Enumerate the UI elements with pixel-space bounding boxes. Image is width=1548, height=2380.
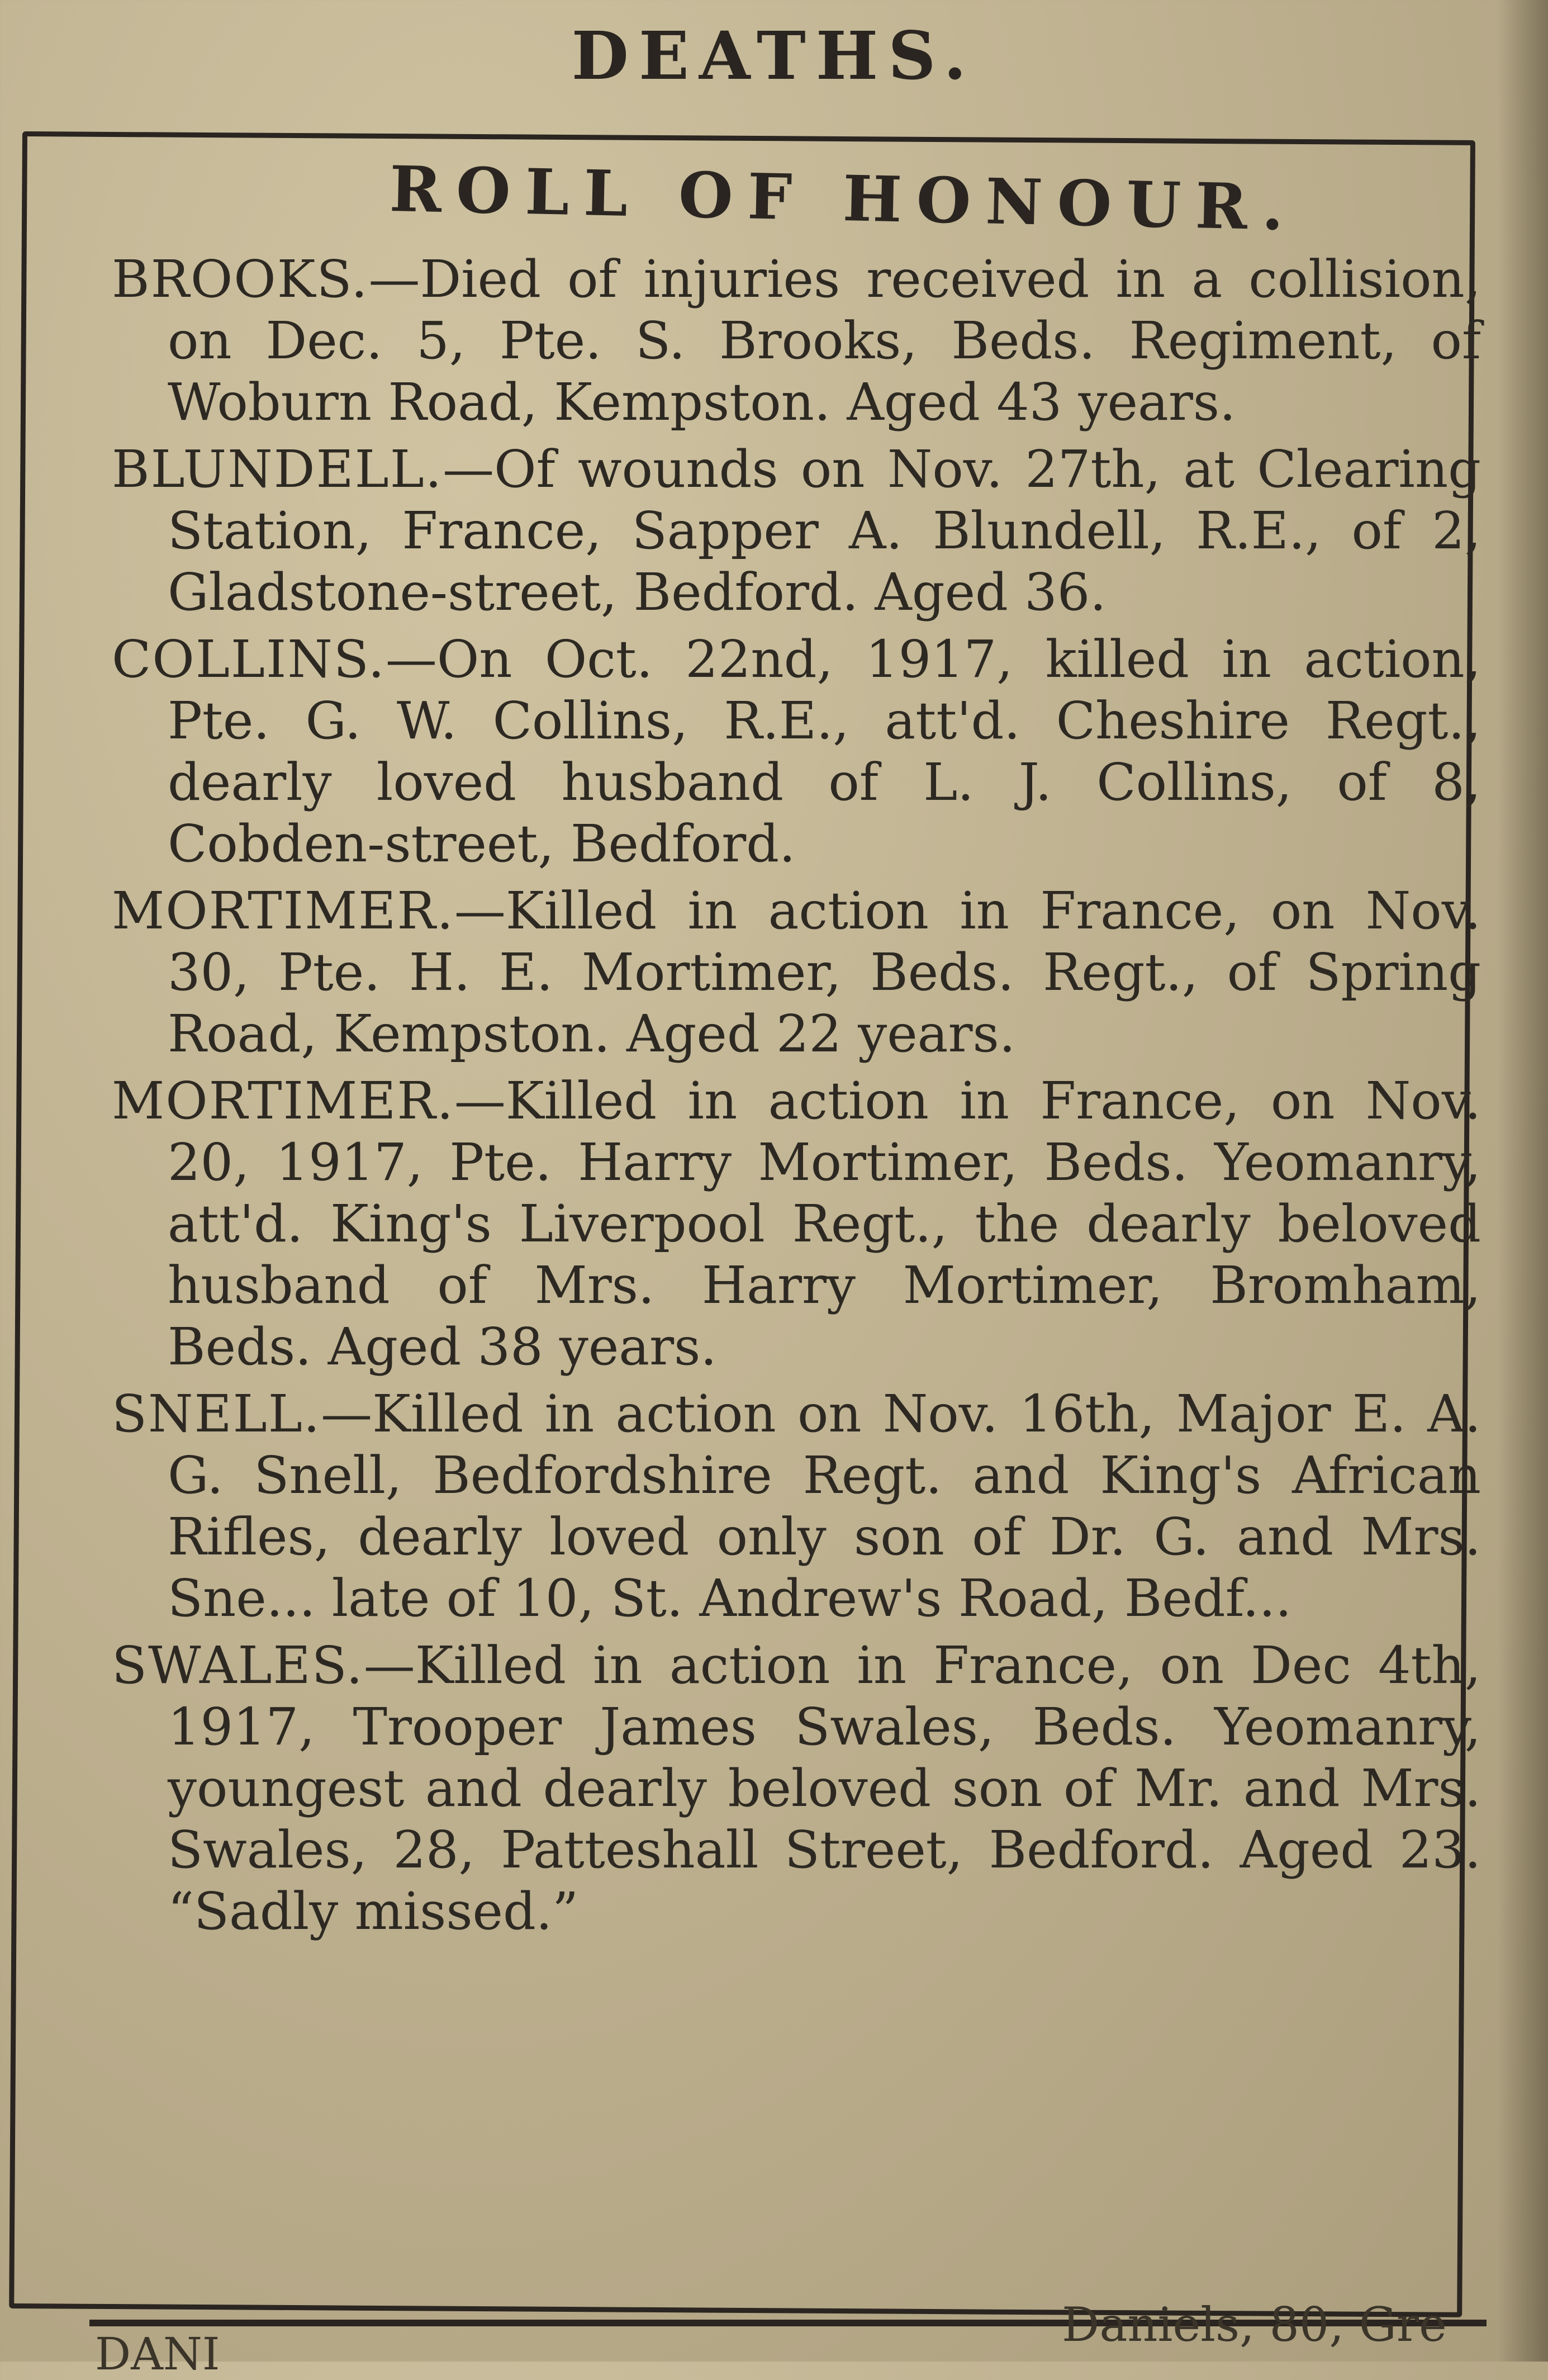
notice-entries: [112, 249, 1481, 1948]
entry-text: —Of wounds on Nov. 27th, at Clearing Station, France, Sapper A. Blundell, R.E., of 2, Gladstone-street, Bedford. Aged 36.: [168, 439, 1481, 622]
entry-surname: BROOKS.: [112, 249, 369, 309]
entry-blundell: [112, 439, 1481, 623]
entry-text: —Killed in action in France, on Nov. 20, 1917, Pte. Harry Mortimer, Beds. Yeomanry, att'd. King's Liverpool Regt., the dearly beloved husband of Mrs. Harry Mortimer, Bromham, Beds. Aged 38 years.: [168, 1071, 1481, 1377]
section-title: DEATHS.: [571, 17, 977, 94]
entry-brooks: [112, 249, 1481, 433]
entry-mortimer-harry: [112, 1070, 1481, 1378]
entry-snell: [112, 1383, 1481, 1629]
entry-surname: MORTIMER.: [112, 1071, 454, 1131]
entry-surname: SWALES.: [112, 1635, 364, 1695]
next-column-fragment-left: DANI: [95, 2328, 220, 2380]
next-column-fragment-right: Daniels, 80, Gre: [1062, 2297, 1447, 2352]
entry-text: —Killed in action in France, on Nov. 30, Pte. H. E. Mortimer, Beds. Regt., of Spring Road, Kempston. Aged 22 years.: [168, 881, 1481, 1064]
entry-mortimer-h-e: [112, 880, 1481, 1065]
entry-text: —On Oct. 22nd, 1917, killed in action, Pte. G. W. Collins, R.E., att'd. Cheshire Regt., dearly loved husband of L. J. Collins, of 8, Cobden-street, Bedford.: [168, 629, 1481, 874]
entry-surname: COLLINS.: [112, 629, 386, 689]
entry-surname: SNELL.: [112, 1384, 321, 1444]
entry-text: —Killed in action on Nov. 16th, Major E. A. G. Snell, Bedfordshire Regt. and King's African Rifles, dearly loved only son of Dr. G. and Mrs. Sne... late of 10, St. Andrew's Road, Bedf...: [168, 1384, 1481, 1628]
page-shadow-edge: [1498, 0, 1548, 2362]
notice-title: ROLL OF HONOUR.: [388, 152, 1299, 245]
entry-collins: [112, 629, 1481, 875]
entry-text: —Died of injuries received in a collision, on Dec. 5, Pte. S. Brooks, Beds. Regiment, of Woburn Road, Kempston. Aged 43 years.: [168, 249, 1481, 432]
entry-surname: BLUNDELL.: [112, 439, 443, 499]
entry-swales: [112, 1635, 1481, 1942]
entry-surname: MORTIMER.: [112, 881, 454, 941]
entry-text: —Killed in action in France, on Dec 4th, 1917, Trooper James Swales, Beds. Yeomanry, youngest and dearly beloved son of Mr. and Mrs. Swales, 28, Patteshall Street, Bedford. Aged 23. “Sadly missed.”: [168, 1635, 1481, 1941]
